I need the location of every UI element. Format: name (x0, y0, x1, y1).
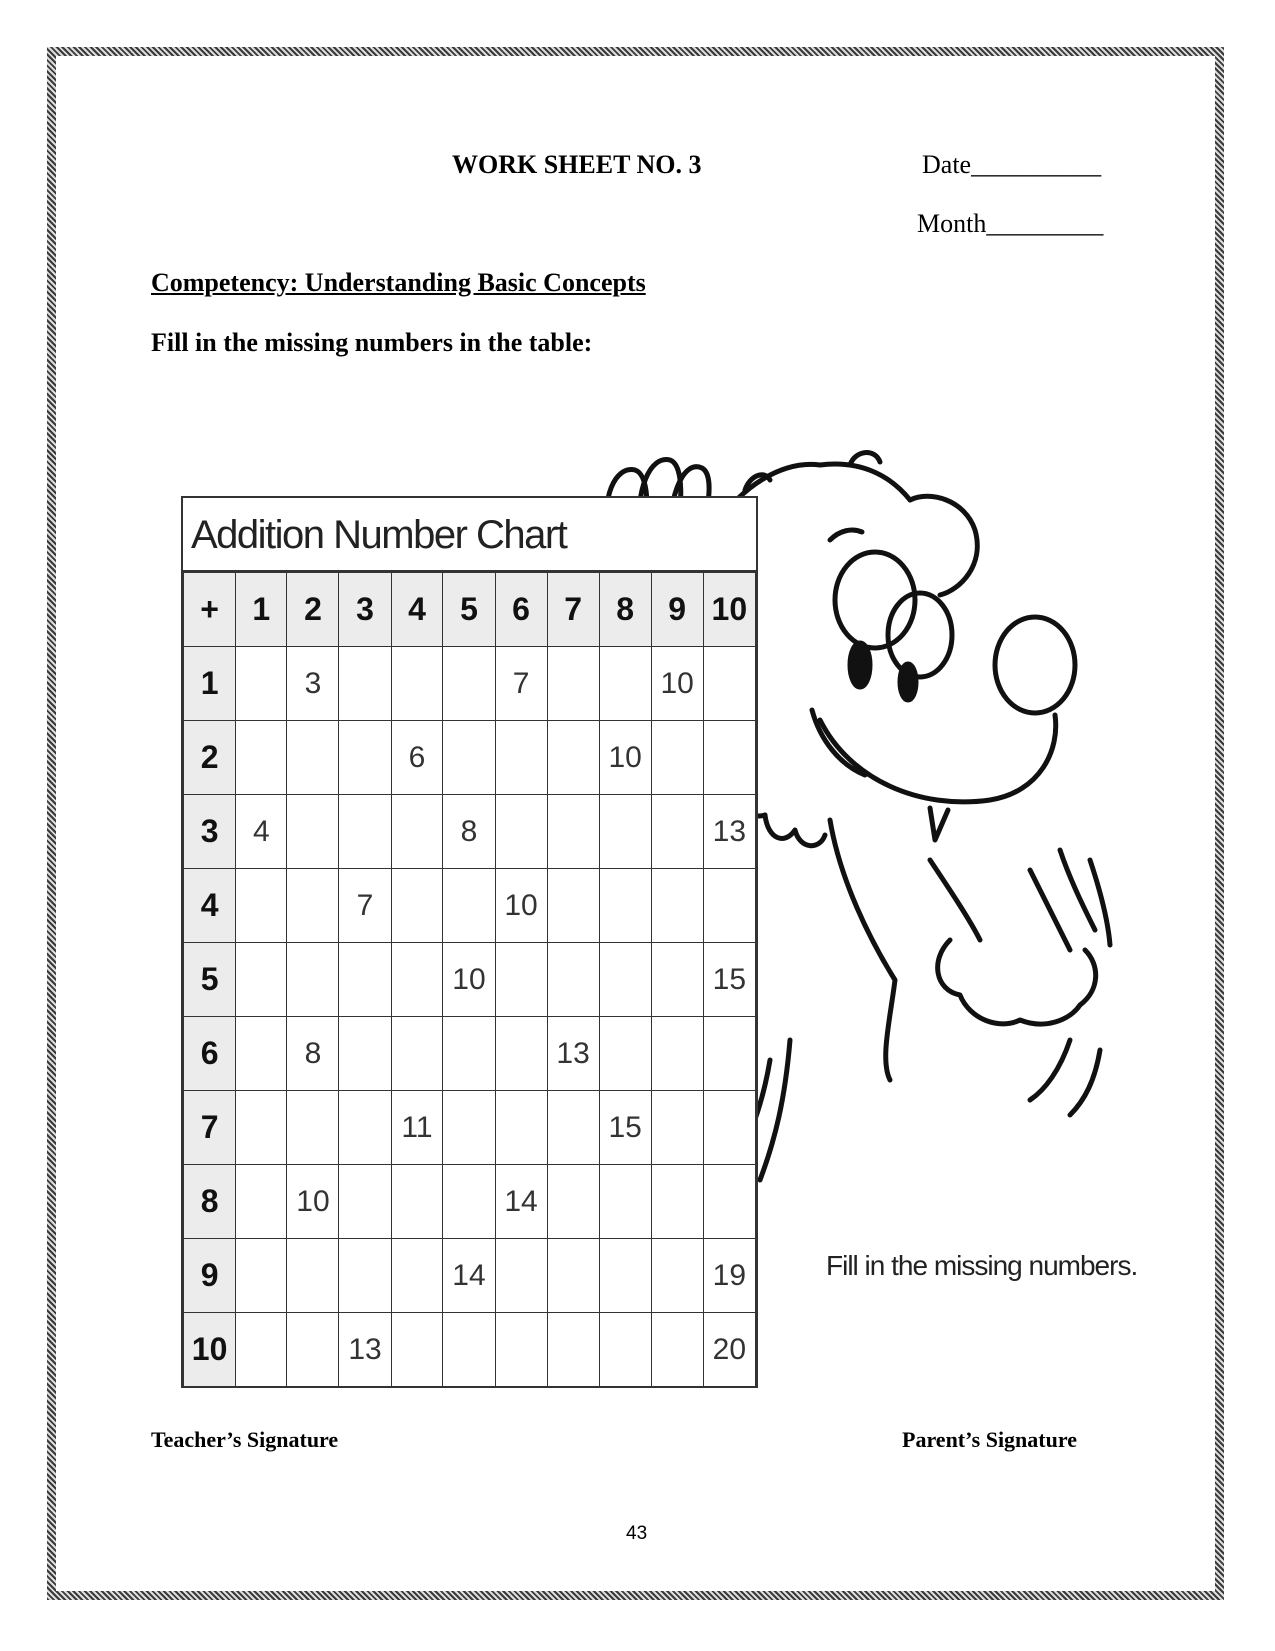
given-number-cell: 10 (495, 869, 547, 943)
blank-answer-cell[interactable] (703, 721, 755, 795)
instruction-text: Fill in the missing numbers in the table: (151, 328, 593, 357)
blank-answer-cell[interactable] (236, 721, 287, 795)
addition-number-chart (181, 496, 758, 1388)
blank-answer-cell[interactable] (236, 1091, 287, 1165)
given-number-cell: 13 (339, 1313, 391, 1387)
blank-answer-cell[interactable] (495, 1313, 547, 1387)
row-header-cell: 6 (184, 1017, 236, 1091)
blank-answer-cell[interactable] (287, 1091, 339, 1165)
column-header-cell: 4 (391, 573, 443, 647)
table-row (184, 1091, 756, 1165)
blank-answer-cell[interactable] (339, 1239, 391, 1313)
blank-answer-cell[interactable] (651, 721, 703, 795)
given-number-cell: 10 (599, 721, 651, 795)
blank-answer-cell[interactable] (547, 1313, 599, 1387)
table-row (184, 721, 756, 795)
blank-answer-cell[interactable] (236, 1017, 287, 1091)
blank-answer-cell[interactable] (391, 1313, 443, 1387)
blank-answer-cell[interactable] (547, 943, 599, 1017)
blank-answer-cell[interactable] (651, 795, 703, 869)
row-header-cell: 2 (184, 721, 236, 795)
blank-answer-cell[interactable] (599, 795, 651, 869)
blank-answer-cell[interactable] (547, 721, 599, 795)
given-number-cell: 7 (495, 647, 547, 721)
blank-answer-cell[interactable] (495, 721, 547, 795)
blank-answer-cell[interactable] (287, 721, 339, 795)
column-header-cell: 1 (236, 573, 287, 647)
teacher-signature-label: Teacher’s Signature (151, 1427, 339, 1452)
blank-answer-cell[interactable] (443, 721, 495, 795)
blank-answer-cell[interactable] (236, 1239, 287, 1313)
blank-answer-cell[interactable] (236, 1165, 287, 1239)
blank-answer-cell[interactable] (651, 1165, 703, 1239)
given-number-cell: 13 (703, 795, 755, 869)
blank-answer-cell[interactable] (287, 1239, 339, 1313)
blank-answer-cell[interactable] (651, 1313, 703, 1387)
given-number-cell: 8 (443, 795, 495, 869)
blank-answer-cell[interactable] (651, 1239, 703, 1313)
blank-answer-cell[interactable] (236, 943, 287, 1017)
table-row (184, 1017, 756, 1091)
blank-answer-cell[interactable] (651, 943, 703, 1017)
row-header-cell: 10 (184, 1313, 236, 1387)
illustration-caption: Fill in the missing numbers. (826, 1250, 1138, 1281)
given-number-cell: 10 (287, 1165, 339, 1239)
blank-answer-cell[interactable] (236, 647, 287, 721)
given-number-cell: 7 (339, 869, 391, 943)
blank-answer-cell[interactable] (599, 1313, 651, 1387)
blank-answer-cell[interactable] (651, 1017, 703, 1091)
blank-answer-cell[interactable] (495, 1017, 547, 1091)
blank-answer-cell[interactable] (599, 1017, 651, 1091)
given-number-cell: 4 (236, 795, 287, 869)
blank-answer-cell[interactable] (703, 1091, 755, 1165)
blank-answer-cell[interactable] (443, 1313, 495, 1387)
given-number-cell: 15 (599, 1091, 651, 1165)
plus-corner-cell: + (184, 573, 236, 647)
blank-answer-cell[interactable] (651, 869, 703, 943)
table-row (184, 795, 756, 869)
blank-answer-cell[interactable] (391, 1165, 443, 1239)
header-row (184, 573, 756, 647)
blank-answer-cell[interactable] (599, 1165, 651, 1239)
row-header-cell: 7 (184, 1091, 236, 1165)
blank-answer-cell[interactable] (495, 1239, 547, 1313)
blank-answer-cell[interactable] (651, 1091, 703, 1165)
blank-answer-cell[interactable] (339, 943, 391, 1017)
blank-answer-cell[interactable] (495, 943, 547, 1017)
blank-answer-cell[interactable] (236, 869, 287, 943)
column-header-cell: 8 (599, 573, 651, 647)
addition-table (183, 572, 756, 1387)
given-number-cell: 20 (703, 1313, 755, 1387)
given-number-cell: 14 (443, 1239, 495, 1313)
blank-answer-cell[interactable] (443, 647, 495, 721)
blank-answer-cell[interactable] (599, 1239, 651, 1313)
blank-answer-cell[interactable] (339, 647, 391, 721)
blank-answer-cell[interactable] (443, 1165, 495, 1239)
given-number-cell: 14 (495, 1165, 547, 1239)
row-header-cell: 4 (184, 869, 236, 943)
worksheet-title: WORK SHEET NO. 3 (452, 150, 702, 179)
blank-answer-cell[interactable] (703, 869, 755, 943)
blank-answer-cell[interactable] (547, 647, 599, 721)
blank-answer-cell[interactable] (495, 795, 547, 869)
blank-answer-cell[interactable] (547, 869, 599, 943)
blank-answer-cell[interactable] (547, 1091, 599, 1165)
competency-heading: Competency: Understanding Basic Concepts (151, 268, 646, 297)
column-header-cell: 9 (651, 573, 703, 647)
row-header-cell: 8 (184, 1165, 236, 1239)
blank-answer-cell[interactable] (599, 647, 651, 721)
given-number-cell: 19 (703, 1239, 755, 1313)
column-header-cell: 3 (339, 573, 391, 647)
blank-answer-cell[interactable] (547, 1165, 599, 1239)
blank-answer-cell[interactable] (391, 647, 443, 721)
column-header-cell: 5 (443, 573, 495, 647)
blank-answer-cell[interactable] (391, 943, 443, 1017)
table-row (184, 1165, 756, 1239)
row-header-cell: 3 (184, 795, 236, 869)
given-number-cell: 13 (547, 1017, 599, 1091)
blank-answer-cell[interactable] (599, 869, 651, 943)
blank-answer-cell[interactable] (391, 869, 443, 943)
blank-answer-cell[interactable] (339, 721, 391, 795)
given-number-cell: 11 (391, 1091, 443, 1165)
column-header-cell: 2 (287, 573, 339, 647)
parent-signature-label: Parent’s Signature (902, 1427, 1077, 1452)
blank-answer-cell[interactable] (391, 1239, 443, 1313)
blank-answer-cell[interactable] (287, 1313, 339, 1387)
blank-answer-cell[interactable] (547, 1239, 599, 1313)
chart-title: Addition Number Chart (183, 498, 756, 572)
blank-answer-cell[interactable] (703, 1017, 755, 1091)
column-header-cell: 6 (495, 573, 547, 647)
blank-answer-cell[interactable] (443, 869, 495, 943)
page-number: 43 (626, 1523, 648, 1544)
date-field: Date__________ (922, 150, 1102, 179)
blank-answer-cell[interactable] (287, 795, 339, 869)
blank-answer-cell[interactable] (703, 1165, 755, 1239)
blank-answer-cell[interactable] (547, 795, 599, 869)
given-number-cell: 10 (443, 943, 495, 1017)
row-header-cell: 1 (184, 647, 236, 721)
table-row (184, 1239, 756, 1313)
table-row (184, 647, 756, 721)
table-row (184, 869, 756, 943)
column-header-cell: 10 (703, 573, 755, 647)
blank-answer-cell[interactable] (443, 1017, 495, 1091)
blank-answer-cell[interactable] (443, 1091, 495, 1165)
blank-answer-cell[interactable] (495, 1091, 547, 1165)
given-number-cell: 6 (391, 721, 443, 795)
row-header-cell: 5 (184, 943, 236, 1017)
blank-answer-cell[interactable] (339, 1165, 391, 1239)
blank-answer-cell[interactable] (287, 943, 339, 1017)
blank-answer-cell[interactable] (236, 1313, 287, 1387)
blank-answer-cell[interactable] (339, 1017, 391, 1091)
column-header-cell: 7 (547, 573, 599, 647)
month-field: Month_________ (917, 209, 1104, 238)
blank-answer-cell[interactable] (391, 1017, 443, 1091)
row-header-cell: 9 (184, 1239, 236, 1313)
blank-answer-cell[interactable] (287, 869, 339, 943)
blank-answer-cell[interactable] (339, 1091, 391, 1165)
given-number-cell: 8 (287, 1017, 339, 1091)
table-row (184, 943, 756, 1017)
given-number-cell: 15 (703, 943, 755, 1017)
given-number-cell: 3 (287, 647, 339, 721)
given-number-cell: 10 (651, 647, 703, 721)
blank-answer-cell[interactable] (339, 795, 391, 869)
blank-answer-cell[interactable] (599, 943, 651, 1017)
table-row (184, 1313, 756, 1387)
blank-answer-cell[interactable] (391, 795, 443, 869)
blank-answer-cell[interactable] (703, 647, 755, 721)
